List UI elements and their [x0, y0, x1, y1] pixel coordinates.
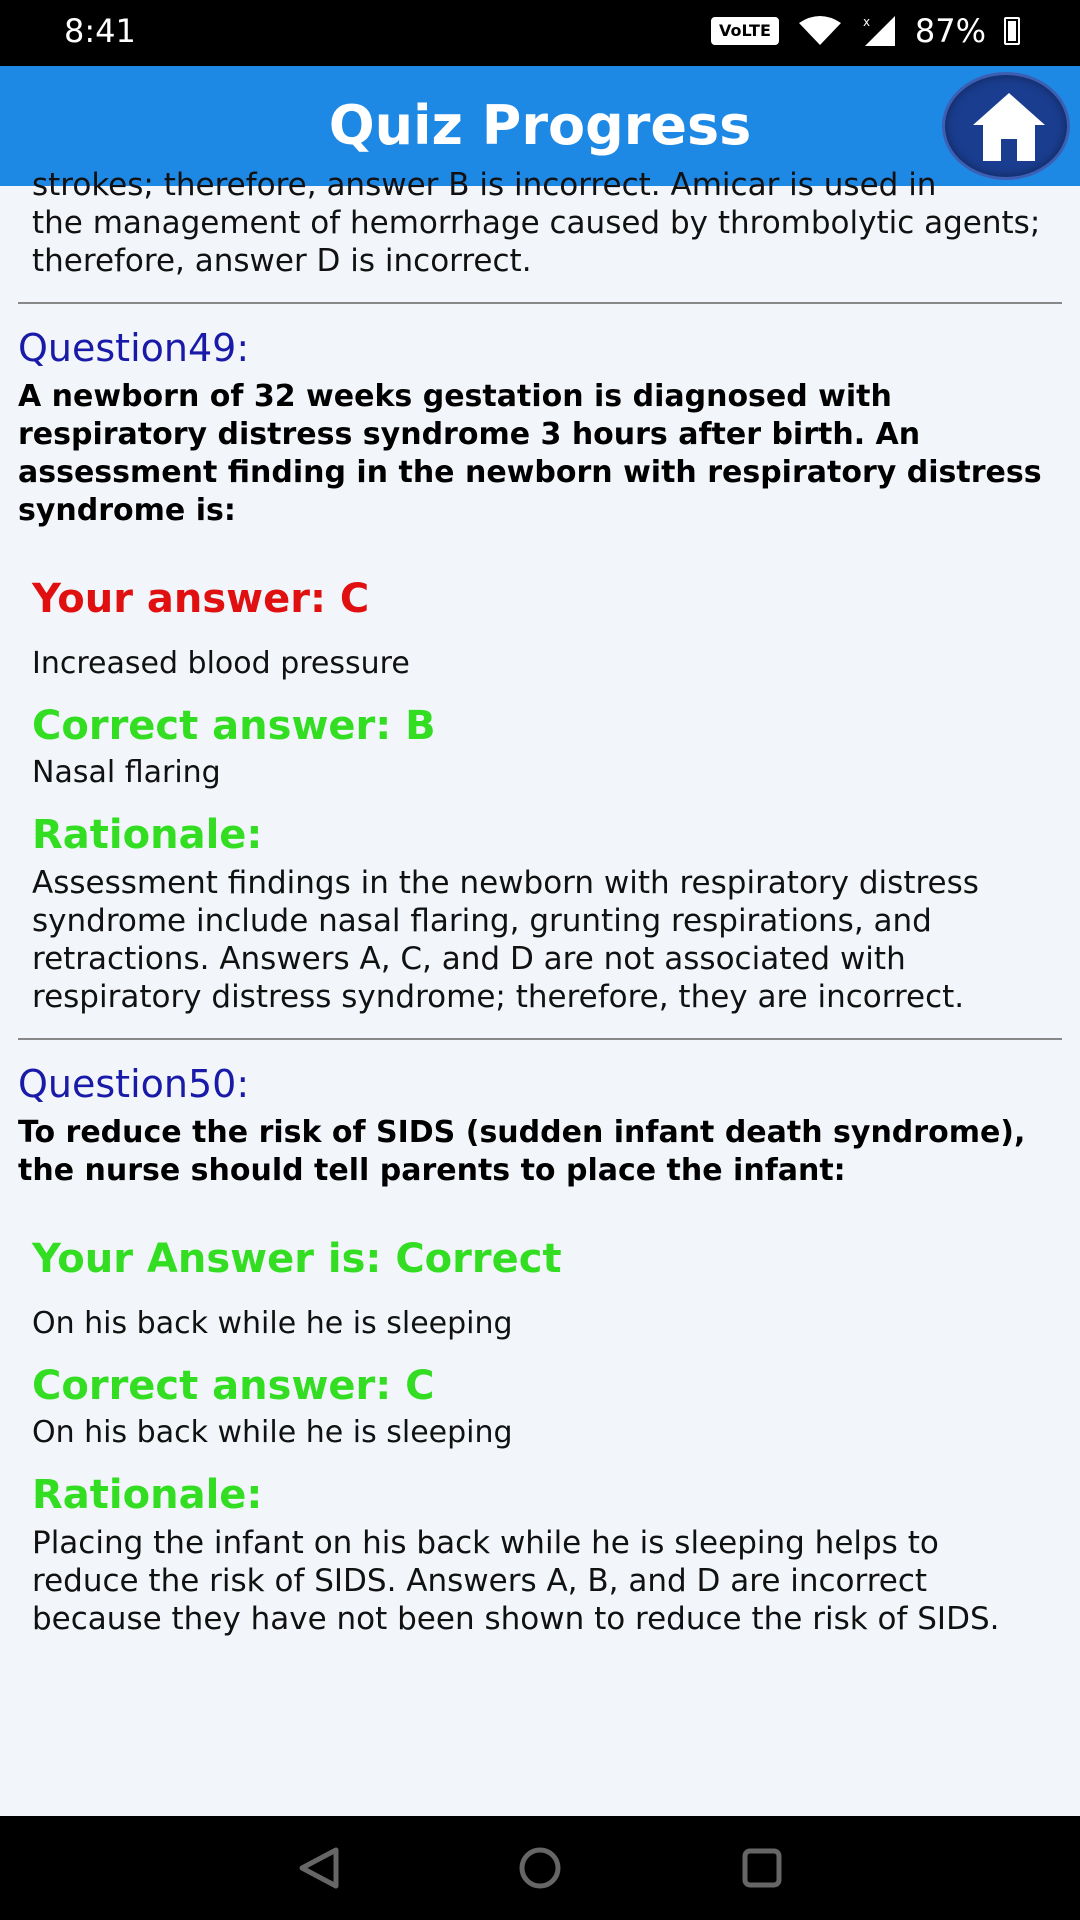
battery-icon	[1004, 17, 1020, 45]
previous-rationale-partial: strokes; therefore, answer B is incorrect. Amicar is used in	[32, 167, 937, 203]
previous-rationale-tail: the management of hemorrhage caused by thrombolytic agents; therefore, answer D is incorrect.	[32, 205, 1041, 279]
correct-answer-text: Nasal flaring	[32, 755, 221, 790]
wifi-icon	[797, 15, 843, 47]
status-icons	[711, 12, 1020, 50]
your-answer-text: On his back while he is sleeping	[32, 1306, 513, 1341]
rationale-label: Rationale:	[32, 1472, 263, 1518]
rationale-label: Rationale:	[32, 812, 263, 858]
correct-answer-label: Correct answer: B	[32, 703, 436, 749]
your-answer-label: Your answer: C	[32, 576, 370, 622]
question-block	[0, 1062, 1080, 1638]
home-circle-icon[interactable]	[518, 1846, 562, 1890]
status-time: 8:41	[64, 12, 136, 50]
rationale-text: Assessment findings in the newborn with respiratory distress syndrome include nasal flaring, grunting respirations, and retractions. Answers A, C, and D are not associated with respiratory distress syndrome; therefore, they are incorrect.	[32, 865, 979, 1015]
correct-answer-label: Correct answer: C	[32, 1363, 435, 1409]
correct-answer-text: On his back while he is sleeping	[32, 1415, 513, 1450]
recents-icon[interactable]	[740, 1846, 784, 1890]
question-number: Question50:	[18, 1062, 250, 1106]
svg-text:x: x	[862, 15, 870, 29]
home-button[interactable]	[942, 72, 1070, 180]
divider	[18, 1038, 1062, 1040]
question-text: A newborn of 32 weeks gestation is diagnosed with respiratory distress syndrome 3 hours after birth. An assessment finding in the newborn with respiratory distress syndrome is:	[18, 379, 1042, 528]
back-icon[interactable]	[296, 1846, 342, 1890]
page-title: Quiz Progress	[328, 94, 752, 157]
signal-icon	[861, 14, 897, 48]
system-nav-bar	[0, 1816, 1080, 1920]
rationale-text: Placing the infant on his back while he is sleeping helps to reduce the risk of SIDS. Answers A, B, and D are incorrect because they have not been shown to reduce the risk of SIDS.	[32, 1525, 1000, 1637]
divider	[18, 302, 1062, 304]
question-block	[0, 326, 1080, 1016]
home-icon	[969, 89, 1049, 165]
question-number: Question49:	[18, 326, 250, 370]
status-bar	[0, 0, 1080, 66]
battery-percent: 87%	[914, 12, 986, 50]
your-answer-label: Your Answer is: Correct	[32, 1236, 562, 1282]
your-answer-text: Increased blood pressure	[32, 646, 410, 681]
volte-icon: VoLTE	[711, 17, 779, 45]
question-text: To reduce the risk of SIDS (sudden infant death syndrome), the nurse should tell parents to place the infant:	[18, 1115, 1026, 1188]
results-scroll-area[interactable]	[0, 167, 1080, 1816]
